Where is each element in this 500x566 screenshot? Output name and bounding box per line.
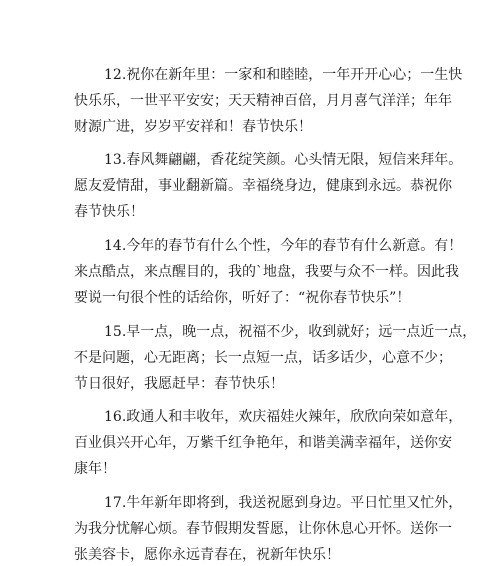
paragraph-line: 春节快乐！ xyxy=(74,204,144,220)
paragraph-line: 快乐乐，一世平平安安；天天精神百倍，月月喜气洋洋；年年 xyxy=(74,93,452,109)
paragraph-line: 16.政通人和丰收年，欢庆福娃火辣年，欣欣向荣如意年， xyxy=(104,409,463,425)
paragraph-line: 12.祝你在新年里：一家和和睦睦，一年开开心心；一生快 xyxy=(104,67,463,83)
paragraph-line: 康年！ xyxy=(74,461,116,477)
paragraph-line: 为我分忧解心烦。春节假期发誓愿，让你休息心开怀。送你一 xyxy=(74,521,452,537)
paragraph-line: 要说一句很个性的话给你，听好了：“祝你春节快乐”！ xyxy=(74,290,411,306)
paragraph-line: 百业俱兴开心年，万紫千红争艳年，和谐美满幸福年，送你安 xyxy=(74,435,452,451)
paragraph-line: 财源广进，岁岁平安祥和！春节快乐！ xyxy=(74,119,312,135)
paragraph-line: 节日很好，我愿赶早：春节快乐！ xyxy=(74,376,284,392)
paragraph-line: 14.今年的春节有什么个性，今年的春节有什么新意。有！ xyxy=(104,238,463,254)
paragraph-line: 来点酷点，来点醒目的，我的`地盘，我要与众不一样。因此我 xyxy=(74,264,459,280)
paragraph-line: 愿友爱情甜，事业翻新篇。幸福绕身边，健康到永远。恭祝你 xyxy=(74,178,452,194)
paragraph-line: 不是问题，心无距离；长一点短一点，话多话少，心意不少； xyxy=(74,350,452,366)
paragraph-line: 17.牛年新年即将到，我送祝愿到身边。平日忙里又忙外， xyxy=(104,495,463,511)
paragraph-line: 15.早一点，晚一点，祝福不少，收到就好；远一点近一点， xyxy=(104,324,477,340)
paragraph-line: 13.春风舞翩翩，香花绽笑颜。心头情无限，短信来拜年。 xyxy=(104,152,463,168)
paragraph-line: 张美容卡，愿你永远青春在，祝新年快乐！ xyxy=(74,547,340,563)
